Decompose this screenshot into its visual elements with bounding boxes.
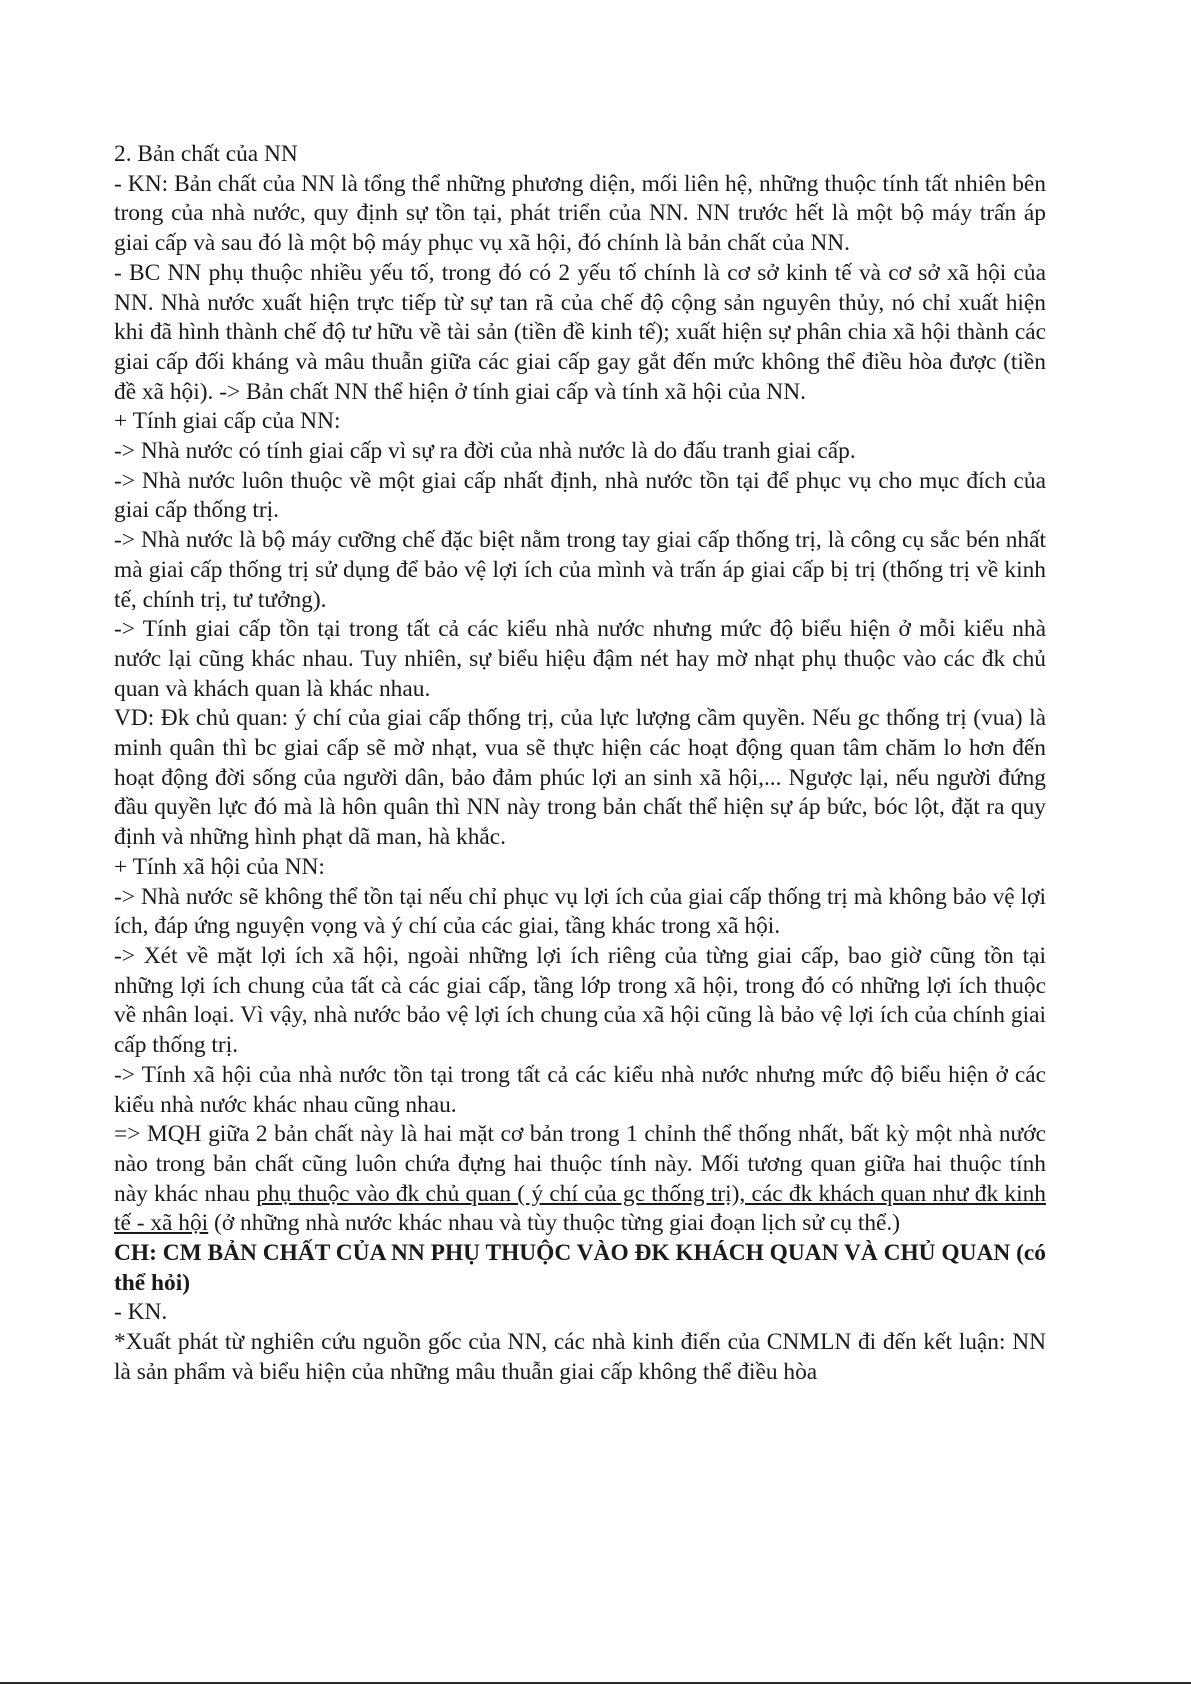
relationship-underlined: phụ thuộc vào đk chủ quan ( ý chí của gc thống trị), các đk khách quan như đk kinh tế - xã hội — [114, 1180, 1046, 1237]
section-title: 2. Bản chất của NN — [114, 141, 298, 167]
paragraph-class-3: -> Nhà nước là bộ máy cưỡng chế đặc biệt nằm trong tay giai cấp thống trị, là công cụ sắc bén nhất mà giai cấp thống trị sử dụng để bảo vệ lợi ích của mình và trấn áp giai cấp bị trị (thống trị về kinh tế, chính trị, tư tưởng). — [114, 527, 1046, 613]
subheading-class-nature: + Tính giai cấp của NN: — [114, 408, 341, 435]
relationship-text-start: => MQH giữa 2 bản chất này là hai mặt cơ bản trong 1 chỉnh thể thống nhất, bất kỳ một nhà nước nào trong bản chất cũng luôn chứa đựng hai thuộc tính này. Mối tương quan giữa hai thuộc tính này khác nhau — [114, 1121, 1046, 1207]
paragraph-social-2: -> Xét về mặt lợi ích xã hội, ngoài những lợi ích riêng của từng giai cấp, bao giờ cũng tồn tại những lợi ích chung của tất cà các giai cấp, tầng lớp trong xã hội, trong đó có những lợi ích thuộc về nhân loại. Vì vậy, nhà nước bảo vệ lợi ích chung của xã hội cũng là bảo vệ lợi ích của chính giai cấp thống trị. — [114, 942, 1046, 1059]
paragraph-class-1: -> Nhà nước có tính giai cấp vì sự ra đời của nhà nước là do đấu tranh giai cấp. — [114, 438, 856, 465]
paragraph-origin: *Xuất phát từ nghiên cứu nguồn gốc của NN, các nhà kinh điển của CNMLN đi đến kết luận: NN là sản phẩm và biểu hiện của những mâu thuẫn giai cấp không thể điều hòa — [114, 1329, 1046, 1385]
paragraph-example: VD: Đk chủ quan: ý chí của giai cấp thống trị, của lực lượng cầm quyền. Nếu gc thống trị (vua) là minh quân thì bc giai cấp sẽ mờ nhạt, vua sẽ thực hiện các hoạt động quan tâm chăm lo hơn đến hoạt động đời sống của người dân, bảo đảm phúc lợi an sinh xã hội,... Ngược lại, nếu người đứng đầu quyền lực đó mà là hôn quân thì NN này trong bản chất thể hiện sự áp bức, bóc lột, đặt ra quy định và những hình phạt dã man, hà khắc. — [114, 705, 1046, 851]
paragraph-social-3: -> Tính xã hội của nhà nước tồn tại trong tất cả các kiểu nhà nước nhưng mức độ biểu hiện ở các kiểu nhà nước khác nhau cũng nhau. — [114, 1061, 1046, 1118]
relationship-text-end: (ở những nhà nước khác nhau và tùy thuộc từng giai đoạn lịch sử cụ thể.) — [208, 1210, 901, 1237]
paragraph-definition: - KN: Bản chất của NN là tổng thể những phương diện, mối liên hệ, những thuộc tính tất nhiên bên trong của nhà nước, quy định sự tồn tại, phát triển của NN. NN trước hết là một bộ máy trấn áp giai cấp và sau đó là một bộ máy phục vụ xã hội, đó chính là bản chất của NN. — [114, 170, 1046, 257]
document-page — [114, 140, 1046, 1388]
paragraph-relationship — [114, 1120, 1046, 1239]
paragraph-class-2: -> Nhà nước luôn thuộc về một giai cấp nhất định, nhà nước tồn tại để phục vụ cho mục đích của giai cấp thống trị. — [114, 467, 1046, 524]
paragraph-class-4: -> Tính giai cấp tồn tại trong tất cả các kiểu nhà nước nhưng mức độ biểu hiện ở mỗi kiểu nhà nước lại cũng khác nhau. Tuy nhiên, sự biểu hiệu đậm nét hay mờ nhạt phụ thuộc vào các đk chủ quan và khách quan là khác nhau. — [114, 616, 1046, 702]
subheading-social-nature: + Tính xã hội của NN: — [114, 853, 325, 880]
paragraph-kn: - KN. — [114, 1299, 168, 1326]
page-bottom-rule — [0, 1682, 1191, 1684]
paragraph-factors: - BC NN phụ thuộc nhiều yếu tố, trong đó có 2 yếu tố chính là cơ sở kinh tế và cơ sở xã hội của NN. Nhà nước xuất hiện trực tiếp từ sự tan rã của chế độ cộng sản nguyên thủy, nó chỉ xuất hiện khi đã hình thành chế độ tư hữu về tài sản (tiền đề kinh tế); xuất hiện sự phân chia xã hội thành các giai cấp đối kháng và mâu thuẫn giữa các giai cấp gay gắt đến mức không thể điều hòa được (tiền đề xã hội). -> Bản chất NN thể hiện ở tính giai cấp và tính xã hội của NN. — [114, 259, 1046, 405]
paragraph-social-1: -> Nhà nước sẽ không thể tồn tại nếu chỉ phục vụ lợi ích của giai cấp thống trị mà không bảo vệ lợi ích, đáp ứng nguyện vọng và ý chí của các giai, tầng khác trong xã hội. — [114, 883, 1046, 940]
question-heading: CH: CM BẢN CHẤT CỦA NN PHỤ THUỘC VÀO ĐK KHÁCH QUAN VÀ CHỦ QUAN (có thể hỏi) — [114, 1240, 1046, 1296]
